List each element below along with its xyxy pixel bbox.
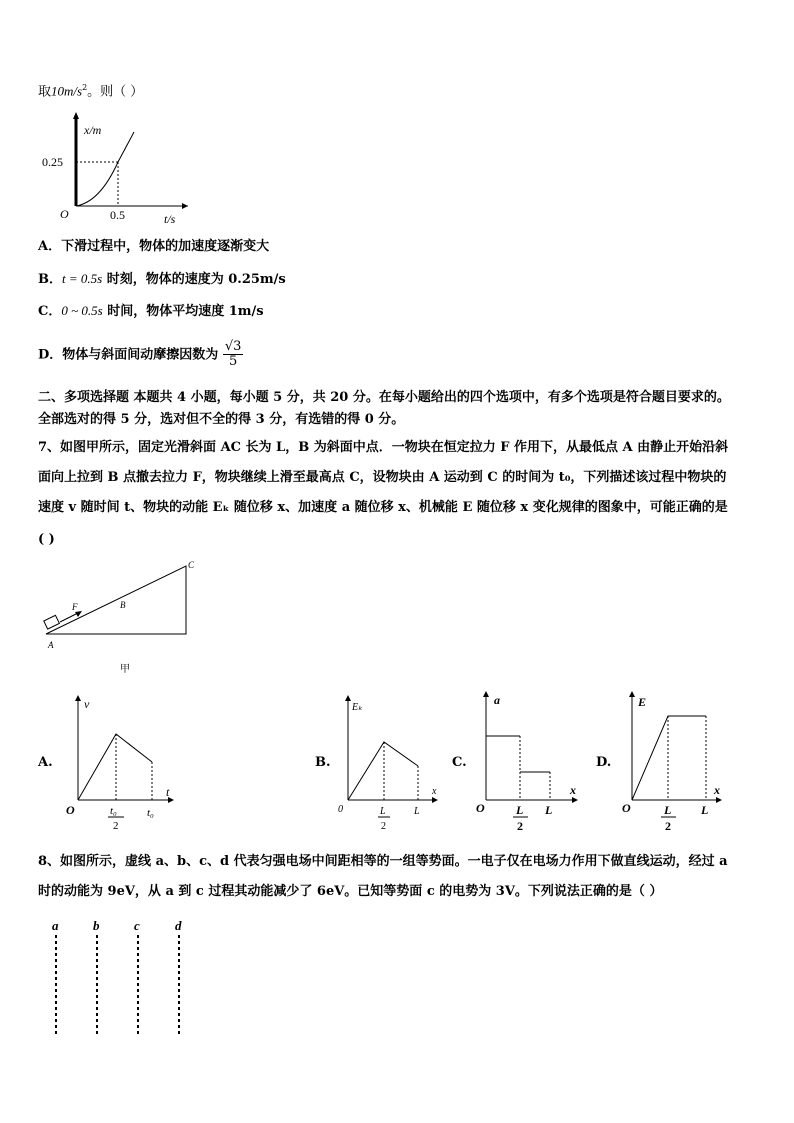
q7-graph-a [64, 690, 184, 835]
q7-line2: 面向上拉到 B 点撤去拉力 F，物块继续上滑至最高点 C，设物块由 A 运动到 C 的时间为 t₀，下列描述该过程中物块的 [38, 470, 727, 485]
graph-b-tick2: L [414, 806, 420, 817]
q6-option-b: B．t = 0.5s 时刻，物体的速度为 0.25m/s [38, 271, 286, 287]
q7-graph-d [618, 688, 728, 835]
q7-option-d-label: D. [596, 755, 612, 770]
q7-graph-c [474, 688, 584, 835]
graph-b-tick1-num: L [380, 806, 386, 817]
graph-a-tick1-den: 2 [113, 820, 119, 832]
q6-graph-origin: O [60, 207, 69, 221]
graph-c-tick1-num: L [516, 803, 524, 817]
incline-label-f: F [72, 602, 78, 612]
graph-c-xlabel: x [570, 783, 576, 797]
equipotential-label-a: a [52, 918, 59, 933]
q6-option-a: A．下滑过程中，物体的加速度逐渐变大 [38, 239, 270, 254]
q6-graph-xtick: 0.5 [110, 208, 125, 222]
equipotential-label-c: c [134, 918, 140, 933]
q6-graph-ylabel: x/m [84, 123, 102, 137]
graph-a-xlabel: t [166, 785, 170, 799]
q6-graph-xlabel: t/s [164, 212, 176, 225]
q6-option-c: C．0 ~ 0.5s 时间，物体平均速度 1m/s [38, 303, 264, 319]
q7-figure-caption: 甲 [120, 664, 130, 675]
q7-line4: ( ) [38, 532, 55, 547]
section2-line1: 二、多项选择题 本题共 4 小题，每小题 5 分，共 20 分。在每小题给出的四个选项中，有多个选项是符合题目要求的。 [38, 390, 730, 405]
q6-option-d: D．物体与斜面间动摩擦因数为 $\frac{√3}{5}$ [38, 339, 242, 370]
graph-c-tick1-den: 2 [517, 819, 523, 833]
q7-option-a-label: A. [38, 755, 53, 770]
graph-c-tick2: L [545, 803, 553, 817]
graph-d-tick1-num: L [664, 803, 672, 817]
graph-d-origin: O [622, 801, 631, 815]
graph-c-ylabel: a [494, 693, 500, 707]
graph-a-tick2: t₀ [147, 807, 154, 819]
graph-b-xlabel: x [432, 786, 437, 797]
graph-b-tick1-den: 2 [381, 821, 386, 832]
graph-d-ylabel: E [638, 695, 647, 709]
incline-label-c: C [188, 560, 195, 570]
incline-label-a: A [48, 640, 54, 650]
q7-line1: 7、如图甲所示，固定光滑斜面 AC 长为 L，B 为斜面中点．一物块在恒定拉力 F 作用下，从最低点 A 由静止开始沿斜 [38, 440, 729, 455]
q7-option-b-label: B. [315, 755, 331, 770]
q8-line2: 时的动能为 9eV，从 a 到 c 过程其动能减少了 6eV。已知等势面 c 的电势为 3V。下列说法正确的是（ ） [38, 884, 663, 899]
graph-b-origin: 0 [338, 804, 343, 815]
equipotential-label-b: b [93, 918, 100, 933]
graph-d-xlabel: x [714, 783, 720, 797]
q6-intro: 取$10m/s^2$。则（ ） [38, 83, 144, 100]
section2-line2: 全部选对的得 5 分，选对但不全的得 3 分，有选错的得 0 分。 [38, 412, 405, 427]
q6-xt-graph [38, 110, 198, 225]
graph-b-ylabel: Eₖ [352, 702, 363, 713]
graph-d-tick1-den: 2 [665, 819, 671, 833]
q6-graph-ytick: 0.25 [42, 155, 63, 169]
q7-line3: 速度 v 随时间 t、物块的动能 Eₖ 随位移 x、加速度 a 随位移 x、机械能 E 随位移 x 变化规律的图象中，可能正确的是 [38, 500, 728, 515]
q7-graph-b [336, 690, 446, 835]
equipotential-label-d: d [175, 918, 182, 933]
q8-line1: 8、如图所示，虚线 a、b、c、d 代表匀强电场中间距相等的一组等势面。一电子仅在电场力作用下做直线运动，经过 a [38, 854, 728, 869]
q7-option-c-label: C. [452, 755, 467, 770]
graph-a-origin: O [66, 803, 75, 817]
q7-incline-figure [40, 556, 210, 656]
graph-c-origin: O [476, 801, 485, 815]
graph-d-tick2: L [701, 803, 709, 817]
graph-a-ylabel: v [84, 697, 90, 711]
q8-equipotential-figure [40, 915, 210, 1045]
incline-label-b: B [120, 600, 126, 610]
graph-a-tick1-num: t₀ [110, 805, 117, 817]
